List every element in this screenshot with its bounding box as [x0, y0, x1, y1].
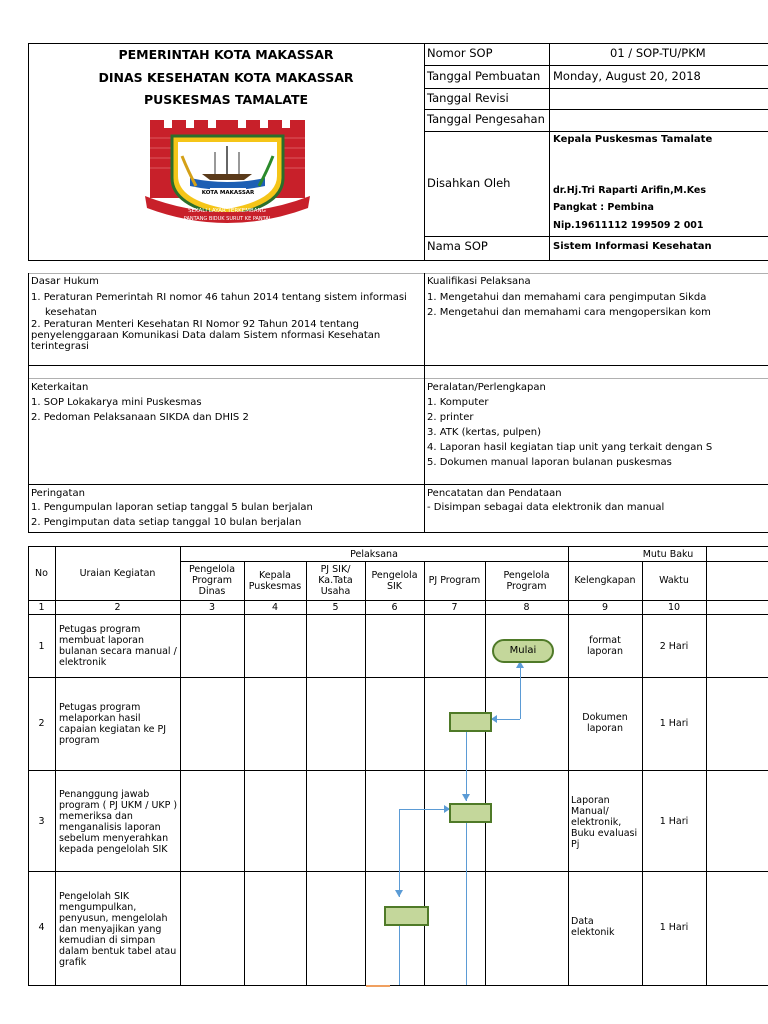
kota-makassar-logo: [140, 116, 315, 231]
connector-line: [399, 809, 449, 810]
process-box-3: [449, 803, 492, 823]
peralatan-item-1: 1. Komputer: [427, 397, 489, 408]
org-line-3: PUSKESMAS TAMALATE: [143, 92, 309, 107]
nama-sop-label: Nama SOP: [427, 239, 488, 253]
kualifikasi-title: Kualifikasi Pelaksana: [427, 276, 531, 287]
row-waktu: 2 Hari: [659, 641, 689, 652]
kualifikasi-item-2: 2. Mengetahui dan memahami cara mengopersikan kom: [427, 307, 711, 318]
row-uraian: Pengelolah SIK mengumpulkan, penyusun, mengelolah dan menyajikan yang kemudian di simpan dalam bentuk tabel atau grafik: [59, 891, 177, 968]
col-uraian-header: Uraian Kegiatan: [79, 568, 156, 579]
row-waktu: 1 Hari: [659, 816, 689, 827]
tanggal-pembuatan-label: Tanggal Pembuatan: [427, 69, 541, 83]
connector-line: [520, 661, 521, 719]
dasar-hukum-title: Dasar Hukum: [31, 276, 99, 287]
keterkaitan-item-2: 2. Pedoman Pelaksanaan SIKDA dan DHIS 2: [31, 412, 249, 423]
start-terminal: Mulai: [492, 639, 554, 663]
org-line-2: DINAS KESEHATAN KOTA MAKASSAR: [98, 70, 354, 85]
pencatatan-title: Pencatatan dan Pendataan: [427, 488, 562, 499]
pelaksana-header: Pelaksana: [350, 549, 398, 560]
connector-line: [490, 719, 520, 720]
row-kelengkapan: Data elektonik: [571, 916, 615, 938]
tanggal-pengesahan-label: Tanggal Pengesahan: [427, 112, 545, 126]
col-num-8: 8: [523, 602, 530, 613]
peringatan-item-1: 1. Pengumpulan laporan setiap tanggal 5 bulan berjalan: [31, 502, 313, 513]
row-no: 2: [38, 718, 45, 729]
col-8-header: Pengelola Program: [503, 570, 550, 592]
col-num-4: 4: [271, 602, 279, 613]
col-3-header: Pengelola Program Dinas: [188, 564, 236, 597]
nomor-sop-label: Nomor SOP: [427, 46, 493, 60]
org-line-1: PEMERINTAH KOTA MAKASSAR: [118, 47, 334, 62]
row-no: 4: [38, 922, 45, 933]
col-4-header: Kepala Puskesmas: [248, 570, 302, 592]
disahkan-nip: Nip.19611112 199509 2 001: [553, 220, 704, 231]
row-uraian: Petugas program membuat laporan bulanan secara manual / elektronik: [59, 624, 177, 668]
peralatan-item-3: 3. ATK (kertas, pulpen): [427, 427, 542, 438]
nama-sop-value: Sistem Informasi Kesehatan: [553, 241, 712, 252]
nomor-sop-value: 01 / SOP-TU/PKM: [610, 46, 706, 60]
col-num-10: 10: [667, 602, 681, 613]
disahkan-label: Disahkan Oleh: [427, 176, 511, 190]
col-10-header: Waktu: [659, 575, 689, 586]
dasar-hukum-item-1b: kesehatan: [45, 307, 97, 318]
row-no: 1: [38, 641, 45, 652]
row-kelengkapan: Dokumen laporan: [582, 712, 628, 734]
continuation-mark: [366, 985, 390, 987]
tanggal-revisi-label: Tanggal Revisi: [427, 91, 509, 105]
row-waktu: 1 Hari: [659, 718, 689, 729]
mutu-baku-header: Mutu Baku: [642, 549, 694, 560]
col-7-header: PJ Program: [428, 575, 481, 586]
col-num-9: 9: [601, 602, 609, 613]
col-num-2: 2: [114, 602, 121, 613]
peralatan-item-4: 4. Laporan hasil kegiatan tiap unit yang terkait dengan S: [427, 442, 713, 453]
disahkan-name: dr.Hj.Tri Raparti Arifin,M.Kes: [553, 185, 707, 196]
peralatan-item-2: 2. printer: [427, 412, 474, 423]
dasar-hukum-item-2: 2. Peraturan Menteri Kesehatan RI Nomor 92 Tahun 2014 tentang penyelenggaraan Komunikasi Data dalam Sistem nformasi Kesehatan terintegrasi: [31, 319, 381, 352]
col-num-6: 6: [391, 602, 398, 613]
connector-line: [399, 924, 400, 985]
process-box-2: [449, 712, 492, 732]
logo-name: KOTA MAKASSAR: [201, 190, 255, 196]
row-kelengkapan: format laporan: [586, 635, 624, 657]
row-kelengkapan: Laporan Manual/ elektronik, Buku evaluasi Pj: [571, 795, 638, 850]
logo-motto-2: PANTANG BIDUK SURUT KE PANTAI: [183, 216, 271, 222]
col-num-5: 5: [332, 602, 339, 613]
logo-motto-1: SEKALI LAYAR TERKEMBANG: [188, 208, 266, 214]
col-6-header: Pengelola SIK: [371, 570, 418, 592]
connector-line: [466, 729, 467, 801]
col-num-7: 7: [451, 602, 458, 613]
disahkan-title: Kepala Puskesmas Tamalate: [553, 134, 713, 145]
col-num-1: 1: [38, 602, 45, 613]
tanggal-pembuatan-value: Monday, August 20, 2018: [553, 69, 701, 83]
row-uraian: Petugas program melaporkan hasil capaian kegiatan ke PJ program: [59, 702, 167, 746]
peralatan-title: Peralatan/Perlengkapan: [427, 382, 546, 393]
peralatan-item-5: 5. Dokumen manual laporan bulanan puskesmas: [427, 457, 672, 468]
row-no: 3: [38, 816, 45, 827]
process-box-4: [384, 906, 429, 926]
dasar-hukum-item-1a: 1. Peraturan Pemerintah RI nomor 46 tahun 2014 tentang sistem informasi: [31, 292, 407, 303]
col-5-header: PJ SIK/ Ka.Tata Usaha: [318, 564, 353, 597]
connector-line: [399, 809, 400, 897]
connector-line: [466, 819, 467, 985]
keterkaitan-title: Keterkaitan: [31, 382, 89, 393]
disahkan-pangkat: Pangkat : Pembina: [553, 202, 654, 213]
peringatan-item-2: 2. Pengimputan data setiap tanggal 10 bulan berjalan: [31, 517, 302, 528]
col-num-3: 3: [208, 602, 216, 613]
peringatan-title: Peringatan: [31, 488, 85, 499]
col-9-header: Kelengkapan: [574, 575, 636, 586]
col-no-header: No: [35, 568, 48, 579]
row-uraian: Penanggung jawab program ( PJ UKM / UKP ) memeriksa dan menganalisis laporan sebelum menyerahkan kepada pengelolah SIK: [59, 789, 178, 855]
keterkaitan-item-1: 1. SOP Lokakarya mini Puskesmas: [31, 397, 202, 408]
row-waktu: 1 Hari: [659, 922, 689, 933]
kualifikasi-item-1: 1. Mengetahui dan memahami cara pengimputan Sikda: [427, 292, 707, 303]
pencatatan-item-1: - Disimpan sebagai data elektronik dan manual: [427, 502, 665, 513]
